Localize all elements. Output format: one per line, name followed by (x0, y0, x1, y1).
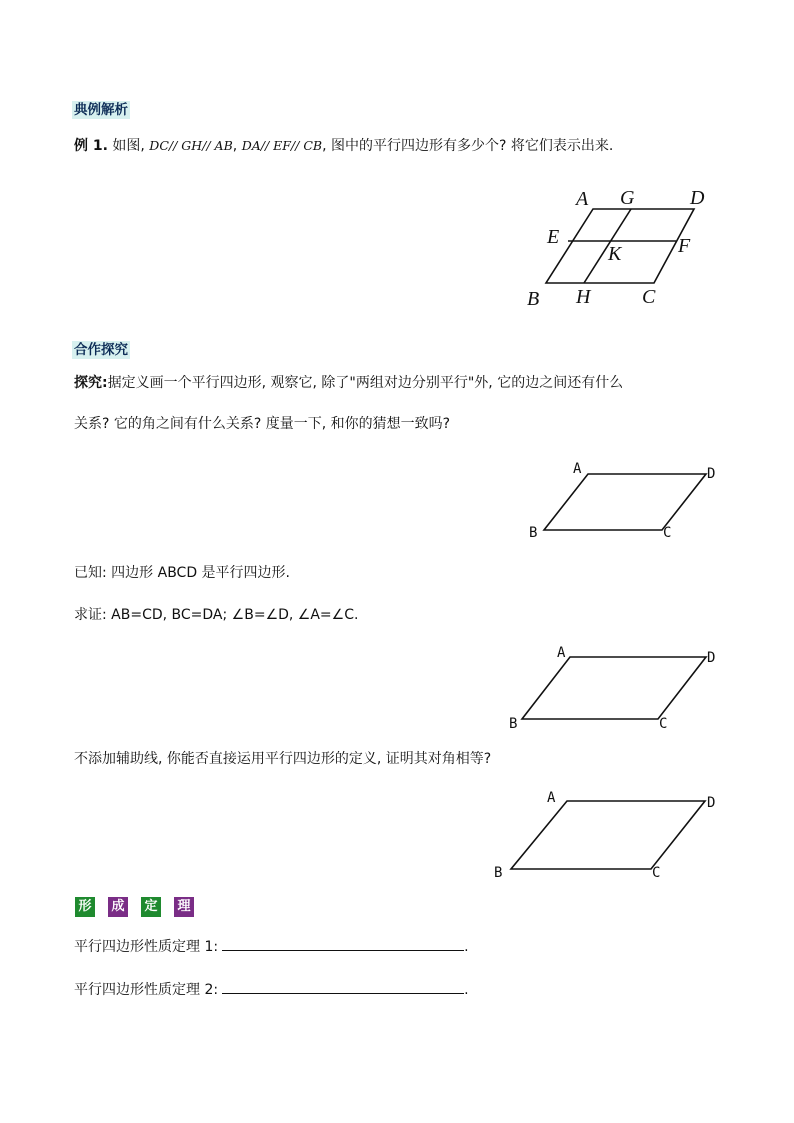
example-question: , 图中的平行四边形有多少个? 将它们表示出来. (322, 138, 614, 154)
label-B: B (527, 288, 540, 310)
figure-parallelogram-1 (520, 455, 730, 550)
p3-label-C: C (652, 865, 661, 881)
label-K: K (608, 243, 622, 265)
prove-statement: 求证: AB=CD, BC=DA; ∠B=∠D, ∠A=∠C. (74, 607, 359, 623)
parallelogram-3 (511, 801, 705, 869)
explore-label: 探究: (74, 375, 108, 391)
given-statement: 已知: 四边形 ABCD 是平行四边形. (74, 565, 291, 581)
explore-line-1 (74, 373, 623, 393)
label-F: F (678, 235, 691, 257)
example-label: 例 1. (74, 138, 108, 154)
badge-li: 理 (174, 897, 194, 917)
p2-label-B: B (509, 716, 518, 732)
label-E: E (547, 226, 560, 248)
p2-label-C: C (659, 716, 668, 732)
theorem-1-period: . (464, 939, 469, 955)
parallelogram-2 (522, 657, 706, 719)
figure-parallelogram-3 (485, 782, 730, 887)
label-C: C (642, 286, 656, 308)
theorem-2-row (74, 979, 469, 1000)
expr-dc-gh-ab: DC// GH// AB (149, 138, 233, 153)
figure-parallelogram-2 (500, 638, 730, 738)
badge-ding: 定 (141, 897, 161, 917)
label-H: H (576, 286, 591, 308)
p2-label-D: D (707, 650, 716, 666)
label-G: G (620, 187, 635, 209)
theorem-1-row (74, 936, 469, 957)
label-D: D (690, 187, 705, 209)
theorem-1-blank[interactable] (222, 936, 464, 951)
parallelogram-1 (544, 474, 706, 530)
question-2: 不添加辅助线, 你能否直接运用平行四边形的定义, 证明其对角相等? (74, 751, 492, 767)
theorem-2-period: . (464, 982, 469, 998)
badge-cheng: 成 (108, 897, 128, 917)
p3-label-A: A (547, 790, 556, 806)
theorem-1-label: 平行四边形性质定理 1: (74, 939, 219, 955)
badge-xing: 形 (75, 897, 95, 917)
expr-separator: , (232, 138, 238, 154)
figure-grid-parallelogram (520, 180, 720, 315)
theorem-2-label: 平行四边形性质定理 2: (74, 982, 219, 998)
p3-label-B: B (494, 865, 503, 881)
section-heading-explore: 合作探究 (74, 342, 128, 358)
p1-label-C: C (663, 525, 672, 541)
label-A: A (576, 188, 589, 210)
p2-label-A: A (557, 645, 566, 661)
section-heading-examples: 典例解析 (74, 102, 128, 118)
p1-label-D: D (707, 466, 716, 482)
expr-da-ef-cb: DA// EF// CB (241, 138, 323, 153)
p1-label-B: B (529, 525, 538, 541)
explore-text-1: 据定义画一个平行四边形, 观察它, 除了"两组对边分别平行"外, 它的边之间还有什么 (107, 375, 624, 391)
theorem-2-blank[interactable] (222, 979, 464, 994)
p1-label-A: A (573, 461, 582, 477)
example-1 (74, 136, 613, 156)
p3-label-D: D (707, 795, 716, 811)
example-intro: 如图, (107, 138, 145, 154)
explore-text-2: 关系? 它的角之间有什么关系? 度量一下, 和你的猜想一致吗? (74, 416, 451, 432)
